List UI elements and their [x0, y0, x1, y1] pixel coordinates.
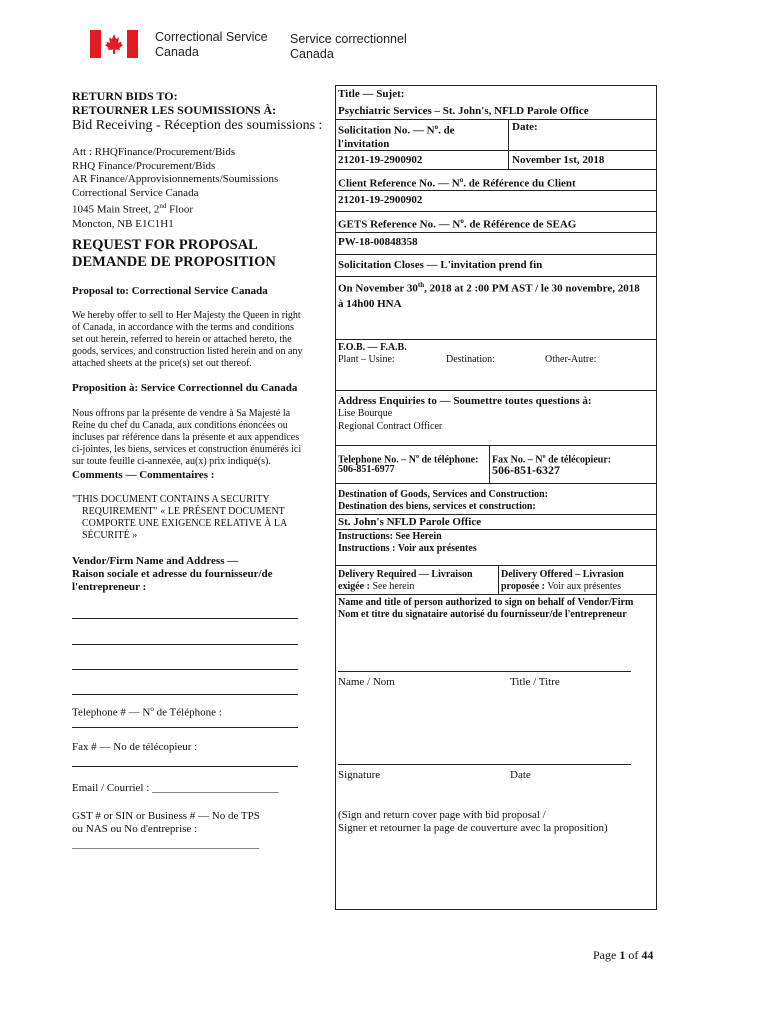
vendor-line-3[interactable]	[72, 669, 298, 670]
title-field-label: Title / Titre	[510, 676, 560, 688]
proposal-to-en: Proposal to: Correctional Service Canada	[72, 285, 268, 297]
email-field[interactable]: Email / Courriel : _______________________	[72, 782, 279, 794]
client-reference-label: Client Reference No. — $N^o$. de Référence du Client	[338, 176, 576, 190]
name-title-line[interactable]	[338, 671, 631, 672]
sign-and-return-note: (Sign and return cover page with bid proposal / Signer et retourner la page de couverture avec la proposition)	[338, 809, 608, 834]
offer-text-en: We hereby offer to sell to Her Majesty the Queen in right of Canada, in accordance with the terms and conditions set out herein, referred to herein or attached hereto, the goods, services, and construction listed herein and on any attached sheets at the price(s) set out thereof.	[72, 310, 303, 369]
signature-label: Signature	[338, 769, 381, 781]
return-address: Att : RHQFinance/Procurement/Bids RHQ Finance/Procurement/Bids AR Finance/Approvisionnements/Soumissions Correctional Service Canada 1045 Main Street, 2nd Floor Moncton, NB E1C1H1	[72, 146, 279, 230]
contact-fax-label: Fax No. – $N^o$ de télécopieur:	[492, 454, 612, 466]
authorized-signatory-label: Name and title of person authorized to sign on behalf of Vendor/Firm Nom et titre du signataire autorisé du fournisseur/de l'entrepreneur	[338, 597, 634, 620]
fax-label: Fax # — No de télécopieur :	[72, 741, 198, 753]
fob-label: F.O.B. — F.A.B.	[338, 342, 407, 353]
canada-flag-logo	[90, 30, 138, 58]
delivery-offered: Delivery Offered – Livrasion proposée : Voir aux présentes	[501, 569, 624, 592]
gets-reference-value: PW-18-00848358	[338, 236, 418, 248]
vendor-line-2[interactable]	[72, 644, 298, 645]
security-requirement: "THIS DOCUMENT CONTAINS A SECURITY REQUIREMENT" « LE PRÉSENT DOCUMENT COMPORTE UNE EXIGENCE RELATIVE À LA SÉCURITÉ »	[72, 494, 288, 541]
client-reference-value: 21201-19-2900902	[338, 194, 423, 206]
fob-other: Other-Autre:	[545, 354, 597, 365]
contact-telephone-label: Telephone No. – $N^o$ de téléphone:	[338, 454, 479, 466]
vendor-line-4[interactable]	[72, 694, 298, 695]
address-street: 1045 Main Street, 2nd Floor	[72, 202, 193, 217]
instructions: Instructions: See Herein Instructions : Voir aux présentes	[338, 531, 477, 554]
closes-label: Solicitation Closes — L'invitation prend fin	[338, 259, 543, 271]
telephone-label: Telephone # — $N^o$ de Téléphone :	[72, 705, 222, 719]
enquiries-title: Regional Contract Officer	[338, 421, 443, 432]
rfp-title: REQUEST FOR PROPOSAL DEMANDE DE PROPOSITION	[72, 237, 276, 270]
title-value: Psychiatric Services – St. John's, NFLD Parole Office	[338, 105, 589, 117]
vendor-label: Vendor/Firm Name and Address — Raison sociale et adresse du fournisseur/de l'entrepreneur :	[72, 555, 273, 593]
fax-line[interactable]	[72, 766, 298, 767]
vendor-line-1[interactable]	[72, 618, 298, 619]
page-number: Page 1 of 44	[593, 948, 654, 962]
solicitation-number: 21201-19-2900902	[338, 154, 423, 166]
date-field-label: Date	[510, 769, 531, 781]
title-label: Title — Sujet:	[338, 88, 405, 100]
solicitation-date: November 1st, 2018	[512, 154, 605, 166]
return-bids-heading: RETURN BIDS TO: RETOURNER LES SOUMISSIONS À:	[72, 89, 277, 117]
closes-time: à 14h00 HNA	[338, 298, 402, 310]
fob-destination: Destination:	[446, 354, 495, 365]
enquiries-label: Address Enquiries to — Soumettre toutes questions à:	[338, 395, 592, 407]
bid-receiving: Bid Receiving - Réception des soumissions :	[72, 118, 323, 133]
department-fr: Service correctionnel Canada	[290, 32, 407, 61]
comments-label: Comments — Commentaires :	[72, 469, 215, 481]
signature-date-line[interactable]	[338, 764, 631, 765]
gets-reference-label: GETS Reference No. — $N^o$. de Référence de SEAG	[338, 217, 577, 231]
gst-label: GST # or SIN or Business # — No de TPS ou NAS ou No d'entreprise :	[72, 810, 260, 835]
proposal-to-fr: Proposition à: Service Correctionnel du Canada	[72, 382, 298, 394]
fob-plant: Plant – Usine:	[338, 354, 395, 365]
date-label: Date:	[512, 121, 538, 133]
closes-value: On November 30th, 2018 at 2 :00 PM AST / le 30 novembre, 2018	[338, 281, 640, 295]
solicitation-label: Solicitation No. — $N^o$. de l'invitation	[338, 123, 455, 150]
contact-fax-value: 506-851-6327	[492, 463, 560, 477]
destination-label: Destination of Goods, Services and Construction: Destination des biens, services et construction:	[338, 489, 549, 512]
name-label: Name / Nom	[338, 676, 395, 688]
gst-field[interactable]: __________________________________	[72, 838, 259, 850]
telephone-line[interactable]	[72, 727, 298, 728]
enquiries-name: Lise Bourque	[338, 408, 393, 419]
contact-telephone-value: 506-851-6977	[338, 464, 395, 475]
department-en: Correctional Service Canada	[155, 30, 268, 59]
delivery-required: Delivery Required — Livraison exigée : See herein	[338, 569, 473, 592]
destination-value: St. John's NFLD Parole Office	[338, 516, 482, 528]
offer-text-fr: Nous offrons par la présente de vendre à Sa Majesté la Reine du chef du Canada, aux conditions énoncées ou incluses par référence dans la présente et aux appendices ci-jointes, les biens, services et construction énumérés ici sur toute feuille ci-annexée, au(x) prix indiqué(s).	[72, 408, 302, 467]
